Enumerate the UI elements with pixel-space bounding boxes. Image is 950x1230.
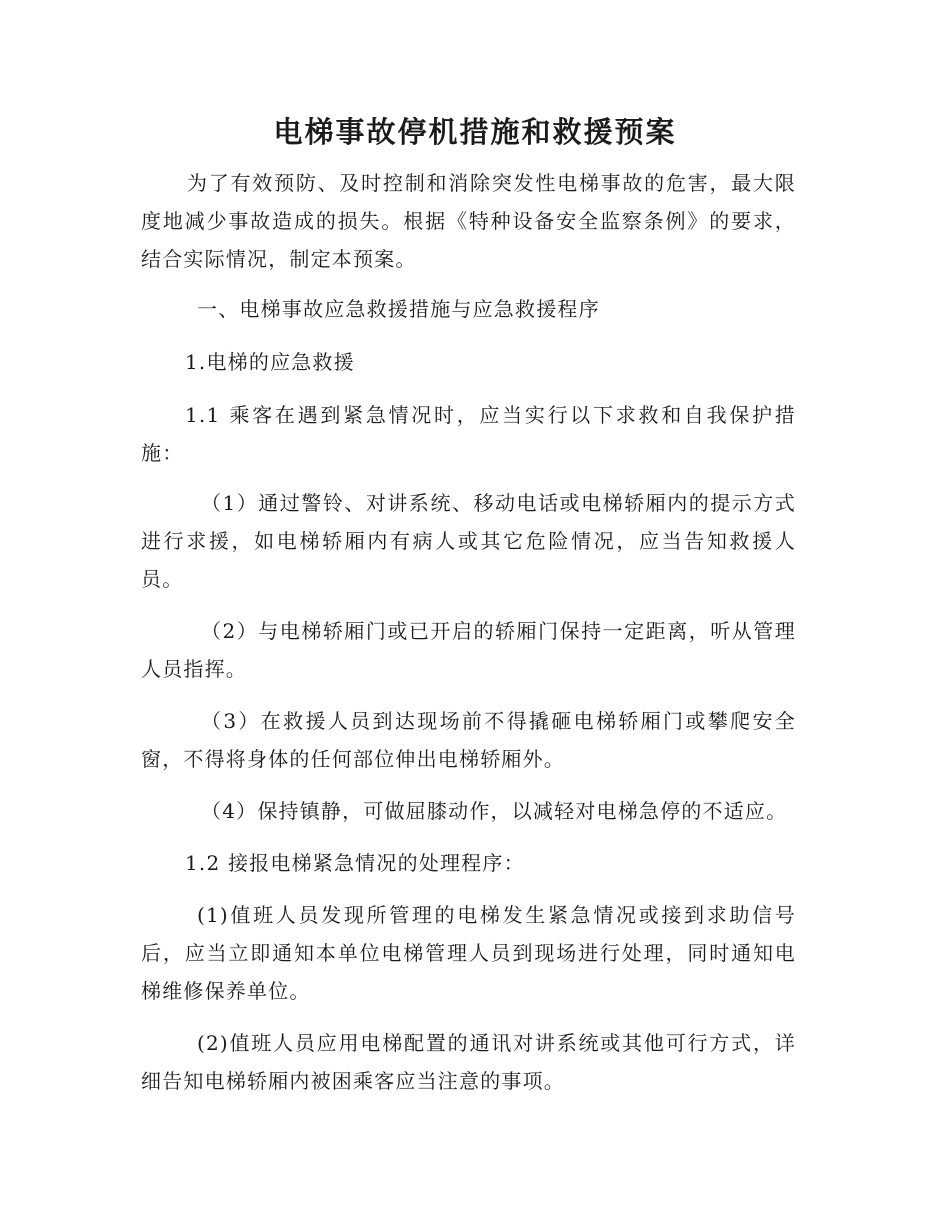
list-item-1: （1）通过警铃、对讲系统、移动电话或电梯轿厢内的提示方式进行求援，如电梯轿厢内有病人或其它危险情况，应当告知救援人员。 bbox=[141, 491, 796, 591]
list-item-3: （3）在救援人员到达现场前不得撬砸电梯轿厢门或攀爬安全窗，不得将身体的任何部位伸出电梯轿厢外。 bbox=[141, 709, 796, 771]
document-title: 电梯事故停机措施和救援预案 bbox=[273, 115, 677, 149]
procedure-item-2: (2)值班人员应用电梯配置的通讯对讲系统或其他可行方式，详细告知电梯轿厢内被困乘客应当注意的事项。 bbox=[141, 1031, 796, 1093]
subsection-heading-1-2: 1.2 接报电梯紧急情况的处理程序： bbox=[185, 851, 525, 875]
list-item-4: （4）保持镇静，可做屈膝动作，以减轻对电梯急停的不适应。 bbox=[201, 799, 788, 823]
list-item-2: （2）与电梯轿厢门或已开启的轿厢门保持一定距离，听从管理人员指挥。 bbox=[141, 619, 796, 681]
procedure-item-1: (1)值班人员发现所管理的电梯发生紧急情况或接到求助信号后，应当立即通知本单位电梯管理人员到现场进行处理，同时通知电梯维修保养单位。 bbox=[141, 903, 796, 1003]
intro-paragraph: 为了有效预防、及时控制和消除突发性电梯事故的危害，最大限度地减少事故造成的损失。根据《特种设备安全监察条例》的要求，结合实际情况，制定本预案。 bbox=[141, 171, 796, 271]
subsection-heading-1: 1.电梯的应急救援 bbox=[185, 350, 355, 374]
section-heading-1: 一、电梯事故应急救援措施与应急救援程序 bbox=[197, 297, 600, 321]
subsection-heading-1-1: 1.1 乘客在遇到紧急情况时，应当实行以下求救和自我保护措施： bbox=[141, 403, 796, 465]
